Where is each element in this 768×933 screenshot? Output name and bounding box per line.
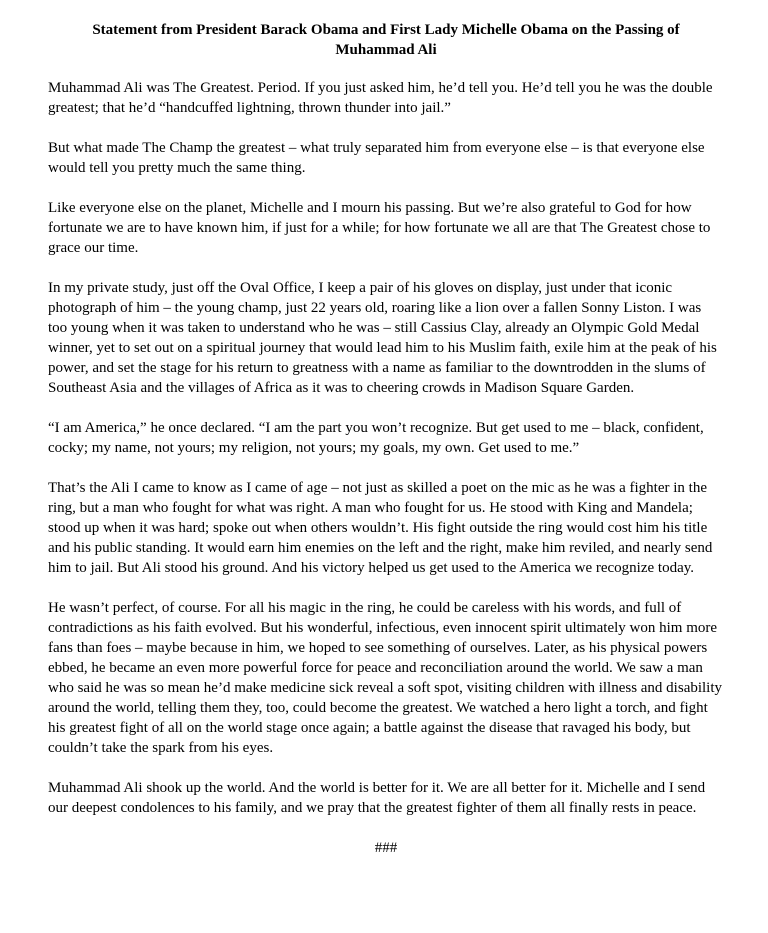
paragraph-3: Like everyone else on the planet, Michelle and I mourn his passing. But we’re also grateful to God for how fortunate we are to have known him, if just for a while; for how fortunate we all are that The Greatest chose to grace our time. [48, 200, 711, 256]
paragraph-4: In my private study, just off the Oval Office, I keep a pair of his gloves on display, just under that iconic photograph of him – the young champ, just 22 years old, roaring like a lion over a fallen Sonny Liston. I was too young when it was taken to understand who he was – still Cassius Clay, already an Olympic Gold Medal winner, yet to set out on a spiritual journey that would lead him to his Muslim faith, exile him at the peak of his power, and set the stage for his return to greatness with a name as familiar to the downtrodden in the slums of Southeast Asia and the villages of Africa as it was to cheering crowds in Madison Square Garden. [48, 280, 717, 396]
paragraph-6: That’s the Ali I came to know as I came of age – not just as skilled a poet on the mic as he was a fighter in the ring, but a man who fought for what was right. A man who fought for us. He stood with King and Mandela; stood up when it was hard; spoke out when others wouldn’t. His fight outside the ring would cost him his title and his public standing. It would earn him enemies on the left and the right, make him reviled, and nearly send him to jail. But Ali stood his ground. And his victory helped us get used to the America we recognize today. [48, 480, 713, 576]
document-title [48, 20, 724, 60]
title-line-2: Muhammad Ali [335, 42, 437, 58]
paragraph-7: He wasn’t perfect, of course. For all his magic in the ring, he could be careless with his words, and full of contradictions as his faith evolved. But his wonderful, infectious, even innocent spirit ultimately won him more fans than foes – maybe because in him, we hoped to see something of ourselves. Later, as his physical powers ebbed, he became an even more powerful force for peace and reconciliation around the world. We saw a man who said he was so mean he’d make medicine sick reveal a soft spot, visiting children with illness and disability around the world, telling them they, too, could become the greatest. We watched a hero light a torch, and fight his greatest fight of all on the world stage once again; a battle against the disease that ravaged his body, but couldn’t take the spark from his eyes. [48, 600, 723, 756]
paragraph-8: Muhammad Ali shook up the world. And the world is better for it. We are all better for it. Michelle and I send our deepest condolences to his family, and we pray that the greatest fighter of them all finally rests in peace. [48, 780, 706, 816]
statement-document [48, 20, 724, 858]
title-line-1: Statement from President Barack Obama and First Lady Michelle Obama on the Passing of [92, 22, 680, 38]
paragraph-1: Muhammad Ali was The Greatest. Period. If you just asked him, he’d tell you. He’d tell you he was the double greatest; that he’d “handcuffed lightning, thrown thunder into jail.” [48, 80, 713, 116]
end-mark: ### [374, 840, 398, 856]
paragraph-2: But what made The Champ the greatest – what truly separated him from everyone else – is that everyone else would tell you pretty much the same thing. [48, 140, 705, 176]
paragraph-5: “I am America,” he once declared. “I am the part you won’t recognize. But get used to me – black, confident, cocky; my name, not yours; my religion, not yours; my goals, my own. Get used to me.” [48, 420, 704, 456]
